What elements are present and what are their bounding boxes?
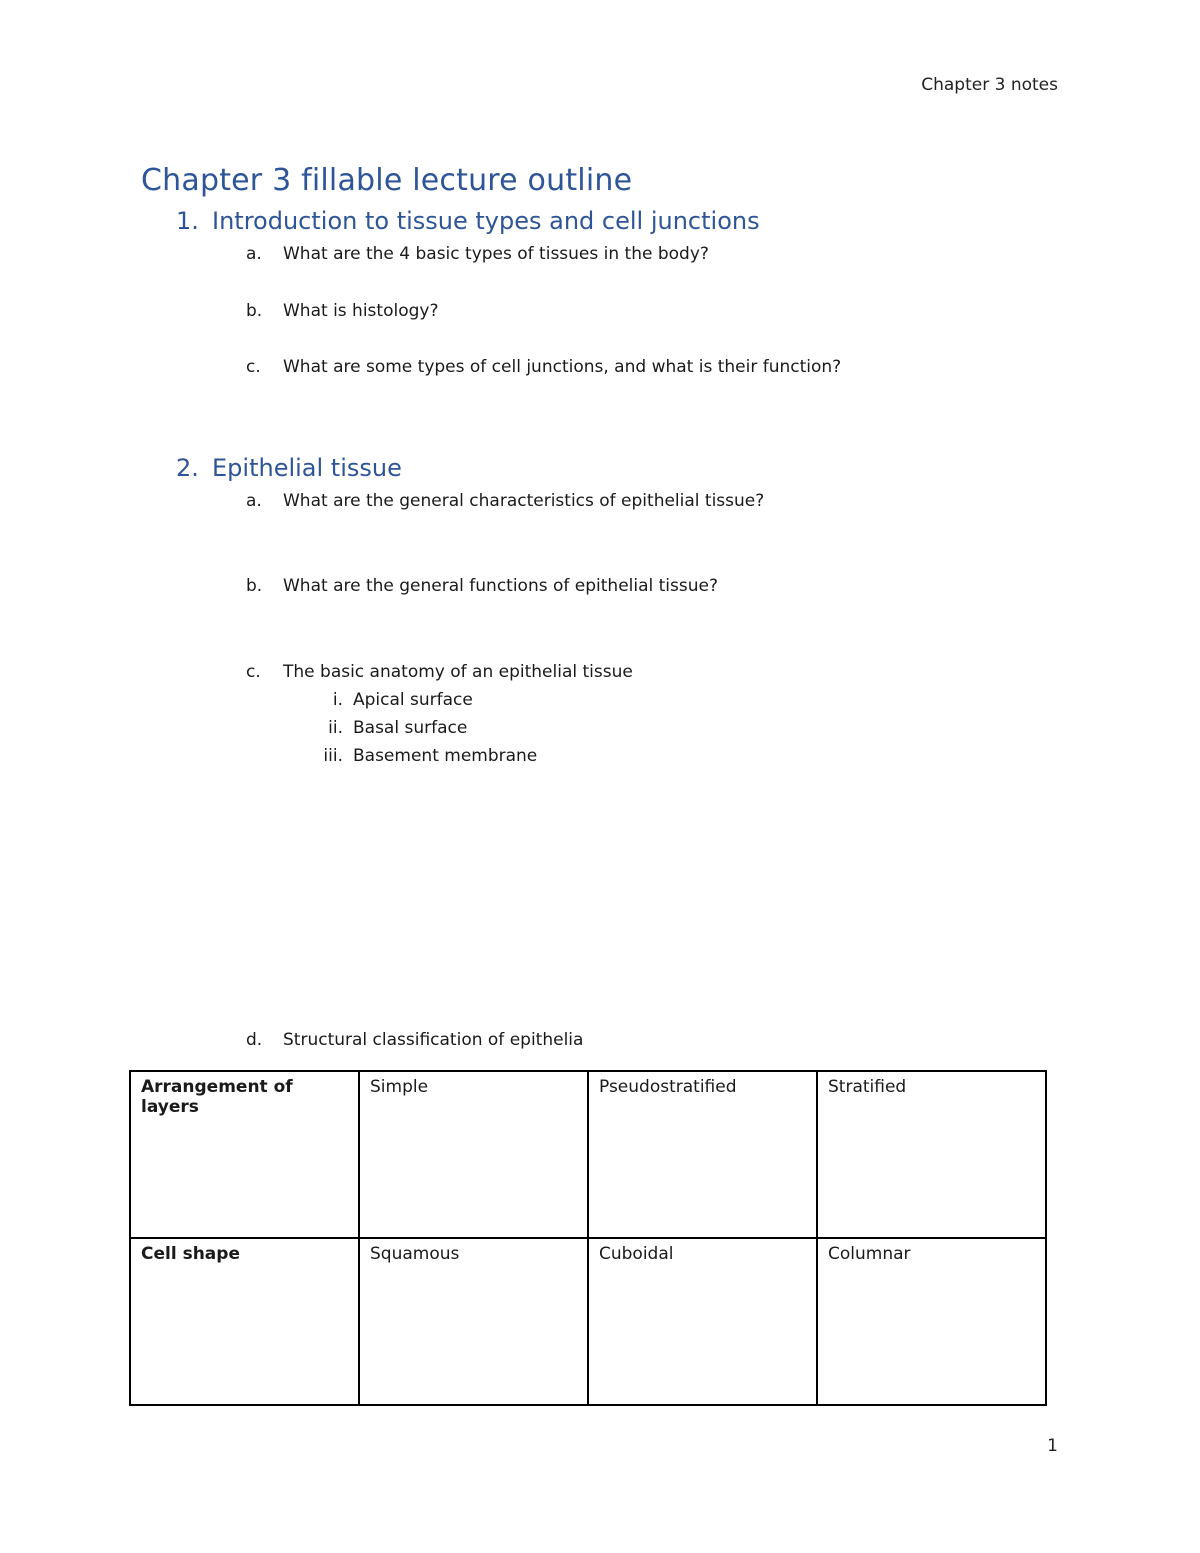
item-marker: c. xyxy=(246,662,261,682)
sub-item xyxy=(328,718,468,738)
section-title: Epithelial tissue xyxy=(212,454,402,482)
row-header-cell: Cell shape xyxy=(130,1238,359,1405)
sub-item xyxy=(323,746,538,766)
table-cell[interactable]: Pseudostratified xyxy=(588,1071,817,1238)
sub-item xyxy=(332,690,473,710)
table-cell[interactable]: Columnar xyxy=(817,1238,1046,1405)
table-cell[interactable]: Cuboidal xyxy=(588,1238,817,1405)
item-marker: c. xyxy=(246,357,261,377)
section-number: 1. xyxy=(176,207,199,235)
question-item xyxy=(246,357,842,377)
question-item xyxy=(246,662,633,682)
question-item xyxy=(246,1030,584,1050)
document-title: Chapter 3 fillable lecture outline xyxy=(141,163,633,198)
sub-item-text: Apical surface xyxy=(353,690,473,710)
question-item xyxy=(246,301,439,321)
page-number: 1 xyxy=(1047,1436,1058,1456)
table-row xyxy=(130,1238,1046,1405)
sub-item-marker: i. xyxy=(332,690,343,710)
item-marker: b. xyxy=(246,301,263,321)
item-marker: d. xyxy=(246,1030,263,1050)
table-row xyxy=(130,1071,1046,1238)
section-title: Introduction to tissue types and cell junctions xyxy=(212,207,760,235)
table-cell[interactable]: Squamous xyxy=(359,1238,588,1405)
table-cell[interactable]: Stratified xyxy=(817,1071,1046,1238)
sub-item-text: Basal surface xyxy=(353,718,468,738)
row-header-cell: Arrangement of layers xyxy=(130,1071,359,1238)
item-text: What are the general characteristics of epithelial tissue? xyxy=(283,491,765,511)
sub-item-marker: ii. xyxy=(328,718,343,738)
epithelia-classification-table xyxy=(129,1070,1047,1406)
item-text: What are the general functions of epithelial tissue? xyxy=(283,576,719,596)
sub-item-text: Basement membrane xyxy=(353,746,538,766)
question-item xyxy=(246,244,709,264)
question-item xyxy=(246,576,719,596)
item-text: What are some types of cell junctions, and what is their function? xyxy=(283,357,842,377)
section-heading-1 xyxy=(176,207,760,235)
running-header: Chapter 3 notes xyxy=(921,75,1058,95)
section-number: 2. xyxy=(176,454,199,482)
item-text: Structural classification of epithelia xyxy=(283,1030,584,1050)
item-text: What is histology? xyxy=(283,301,439,321)
table-cell[interactable]: Simple xyxy=(359,1071,588,1238)
item-marker: a. xyxy=(246,491,262,511)
sub-item-marker: iii. xyxy=(323,746,343,766)
item-marker: a. xyxy=(246,244,262,264)
section-heading-2 xyxy=(176,454,402,482)
item-text: The basic anatomy of an epithelial tissue xyxy=(283,662,633,682)
item-marker: b. xyxy=(246,576,263,596)
item-text: What are the 4 basic types of tissues in the body? xyxy=(283,244,709,264)
question-item xyxy=(246,491,765,511)
